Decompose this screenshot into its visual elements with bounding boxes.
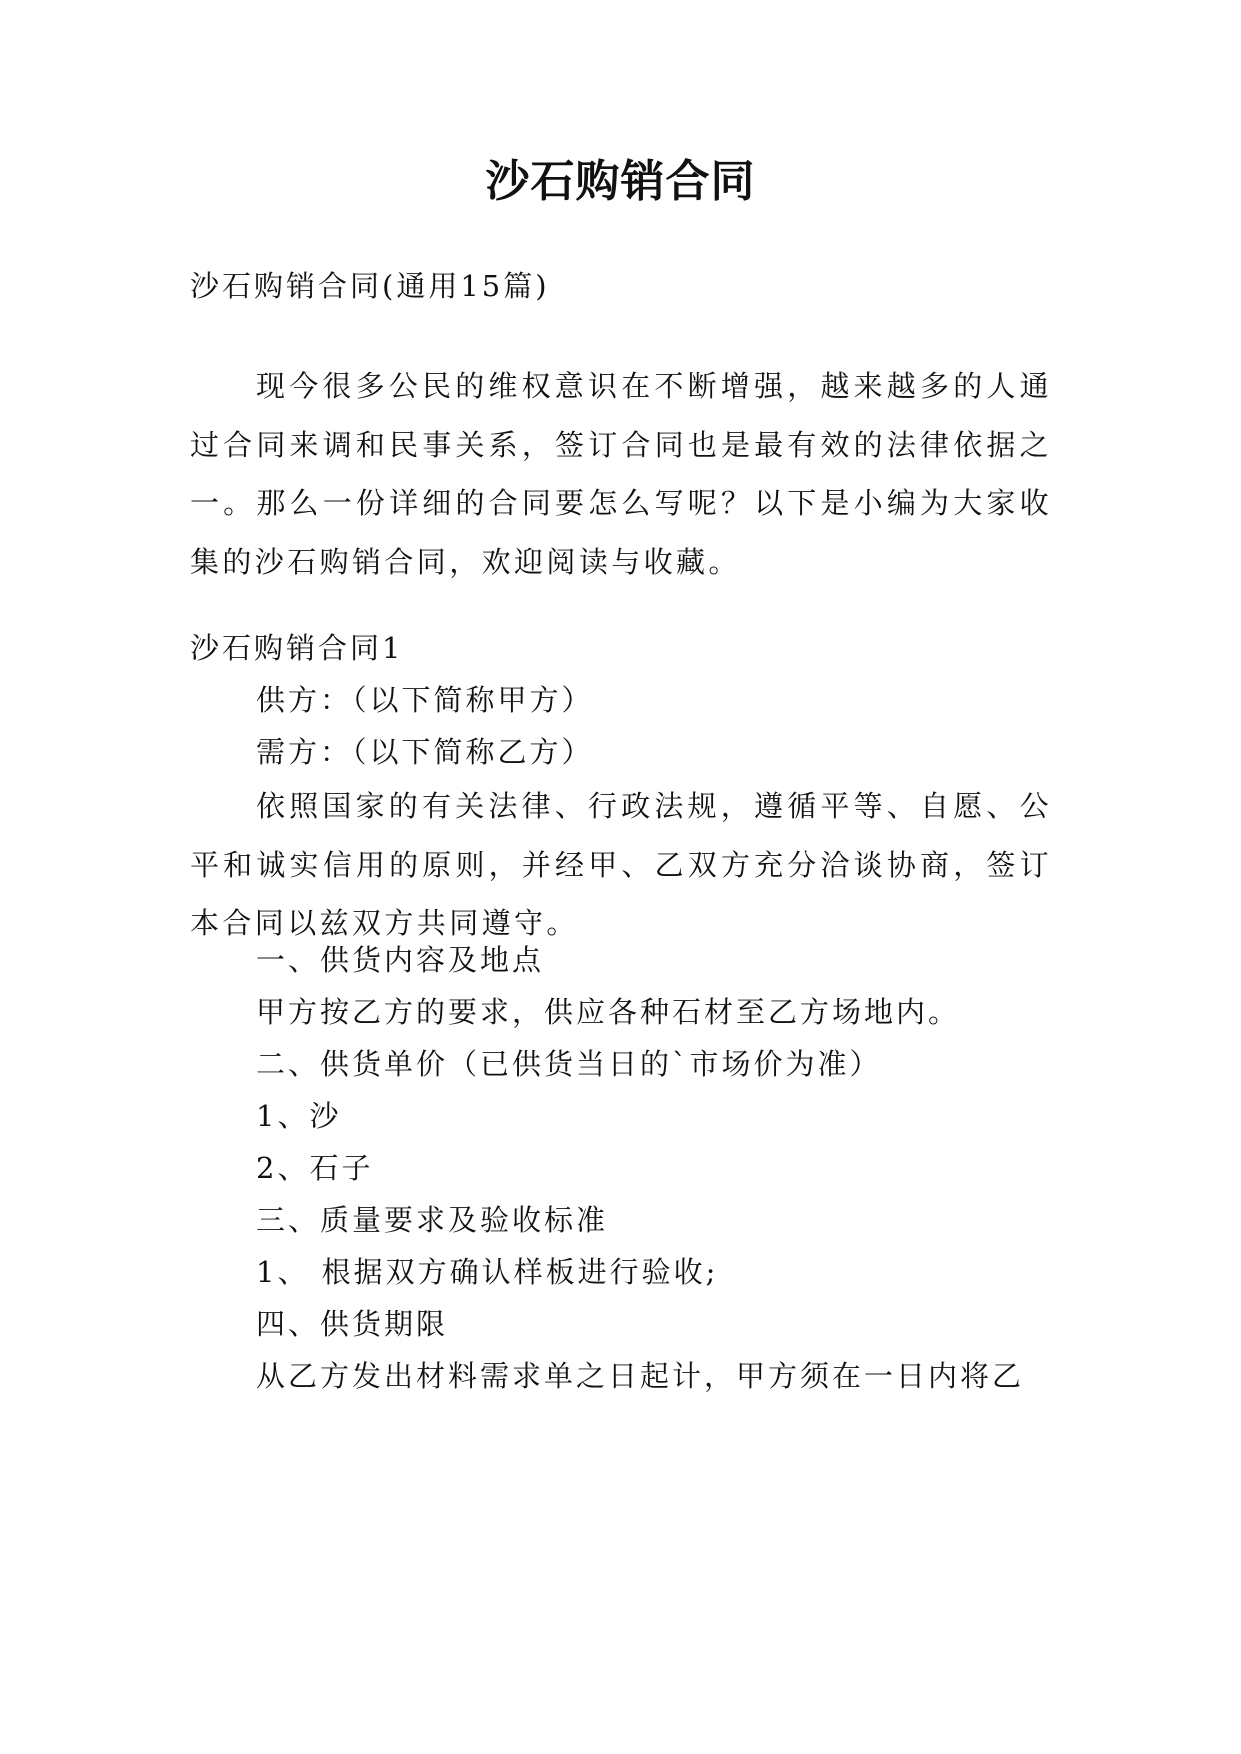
clause-heading-2: 二、供货单价（已供货当日的`市场价为准）: [256, 1047, 882, 1081]
clause-text-4: 从乙方发出材料需求单之日起计，甲方须在一日内将乙: [256, 1359, 1025, 1393]
clause-text-1: 甲方按乙方的要求，供应各种石材至乙方场地内。: [256, 995, 961, 1029]
document-subtitle: 沙石购销合同(通用15篇): [190, 269, 550, 303]
intro-paragraph: 现今很多公民的维权意识在不断增强，越来越多的人通过合同来调和民事关系，签订合同也是最有效的法律依据之一。那么一份详细的合同要怎么写呢？以下是小编为大家收集的沙石购销合同，欢迎阅读与收藏。: [190, 369, 1052, 579]
clause-item-sand: 1、沙: [256, 1099, 342, 1133]
clause-heading-1: 一、供货内容及地点: [256, 943, 545, 977]
buyer-line: 需方：（以下简称乙方）: [256, 735, 594, 769]
clause-item-stone: 2、石子: [256, 1151, 374, 1185]
clause-heading-3: 三、质量要求及验收标准: [256, 1203, 609, 1237]
supplier-line: 供方：（以下简称甲方）: [256, 683, 594, 717]
clause-heading-4: 四、供货期限: [256, 1307, 449, 1341]
section-heading: 沙石购销合同1: [190, 631, 404, 665]
clause-item-acceptance: 1、 根据双方确认样板进行验收;: [256, 1255, 719, 1289]
basis-paragraph: 依照国家的有关法律、行政法规，遵循平等、自愿、公平和诚实信用的原则，并经甲、乙双方充分洽谈协商，签订本合同以兹双方共同遵守。: [190, 789, 1052, 940]
document-title: 沙石购销合同: [485, 156, 756, 207]
